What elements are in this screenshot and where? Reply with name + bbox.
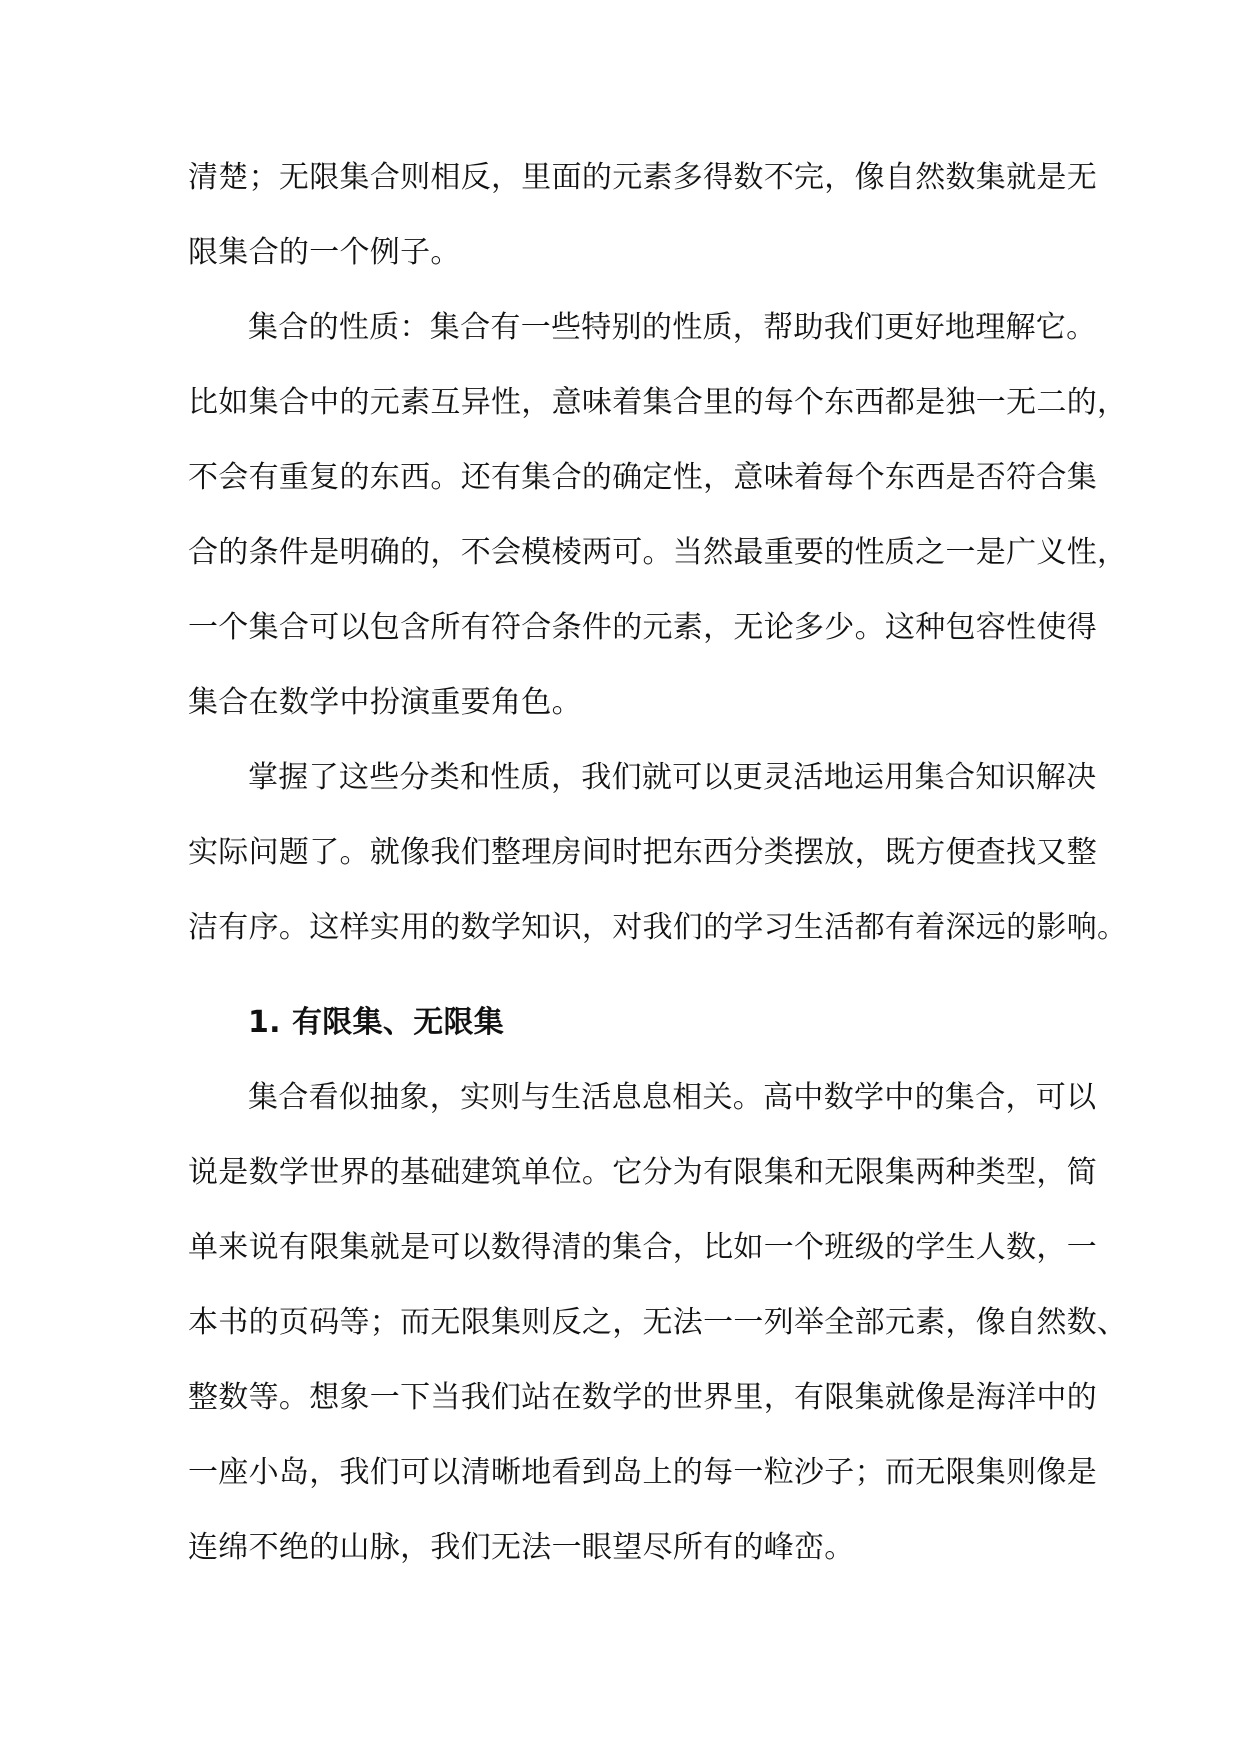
document-body xyxy=(188,140,1128,1585)
text-line: 说是数学世界的基础建筑单位。它分为有限集和无限集两种类型，简 xyxy=(188,1155,1097,1190)
paragraph-finite-infinite xyxy=(188,1060,1128,1585)
text-line: 比如集合中的元素互异性，意味着集合里的每个东西都是独一无二的， xyxy=(188,385,1128,420)
text-line: 不会有重复的东西。还有集合的确定性，意味着每个东西是否符合集 xyxy=(188,460,1097,495)
paragraph-set-properties xyxy=(188,290,1128,740)
text-line: 连绵不绝的山脉，我们无法一眼望尽所有的峰峦。 xyxy=(188,1530,855,1565)
text-line: 一座小岛，我们可以清晰地看到岛上的每一粒沙子；而无限集则像是 xyxy=(188,1455,1097,1490)
text-line: 单来说有限集就是可以数得清的集合，比如一个班级的学生人数，一 xyxy=(188,1230,1097,1265)
section-spacer xyxy=(188,965,1058,985)
text-line: 一个集合可以包含所有符合条件的元素，无论多少。这种包容性使得 xyxy=(188,610,1097,645)
text-line: 清楚；无限集合则相反，里面的元素多得数不完，像自然数集就是无 xyxy=(188,160,1097,195)
text-line: 掌握了这些分类和性质，我们就可以更灵活地运用集合知识解决 xyxy=(248,760,1097,795)
text-line: 限集合的一个例子。 xyxy=(188,235,461,270)
section-heading xyxy=(188,985,1058,1060)
paragraph-continued xyxy=(188,140,1097,290)
section-title: 有限集、无限集 xyxy=(292,1005,505,1040)
text-line: 集合看似抽象，实则与生活息息相关。高中数学中的集合，可以 xyxy=(248,1080,1097,1115)
text-line: 整数等。想象一下当我们站在数学的世界里，有限集就像是海洋中的 xyxy=(188,1380,1097,1415)
text-line: 集合的性质：集合有一些特别的性质，帮助我们更好地理解它。 xyxy=(248,310,1097,345)
text-line: 本书的页码等；而无限集则反之，无法一一列举全部元素，像自然数、 xyxy=(188,1305,1128,1340)
section-number: 1. xyxy=(248,1005,281,1040)
paragraph-summary xyxy=(188,740,1128,965)
text-line: 合的条件是明确的，不会模棱两可。当然最重要的性质之一是广义性， xyxy=(188,535,1128,570)
text-line: 集合在数学中扮演重要角色。 xyxy=(188,685,582,720)
text-line: 洁有序。这样实用的数学知识，对我们的学习生活都有着深远的影响。 xyxy=(188,910,1128,945)
text-line: 实际问题了。就像我们整理房间时把东西分类摆放，既方便查找又整 xyxy=(188,835,1097,870)
